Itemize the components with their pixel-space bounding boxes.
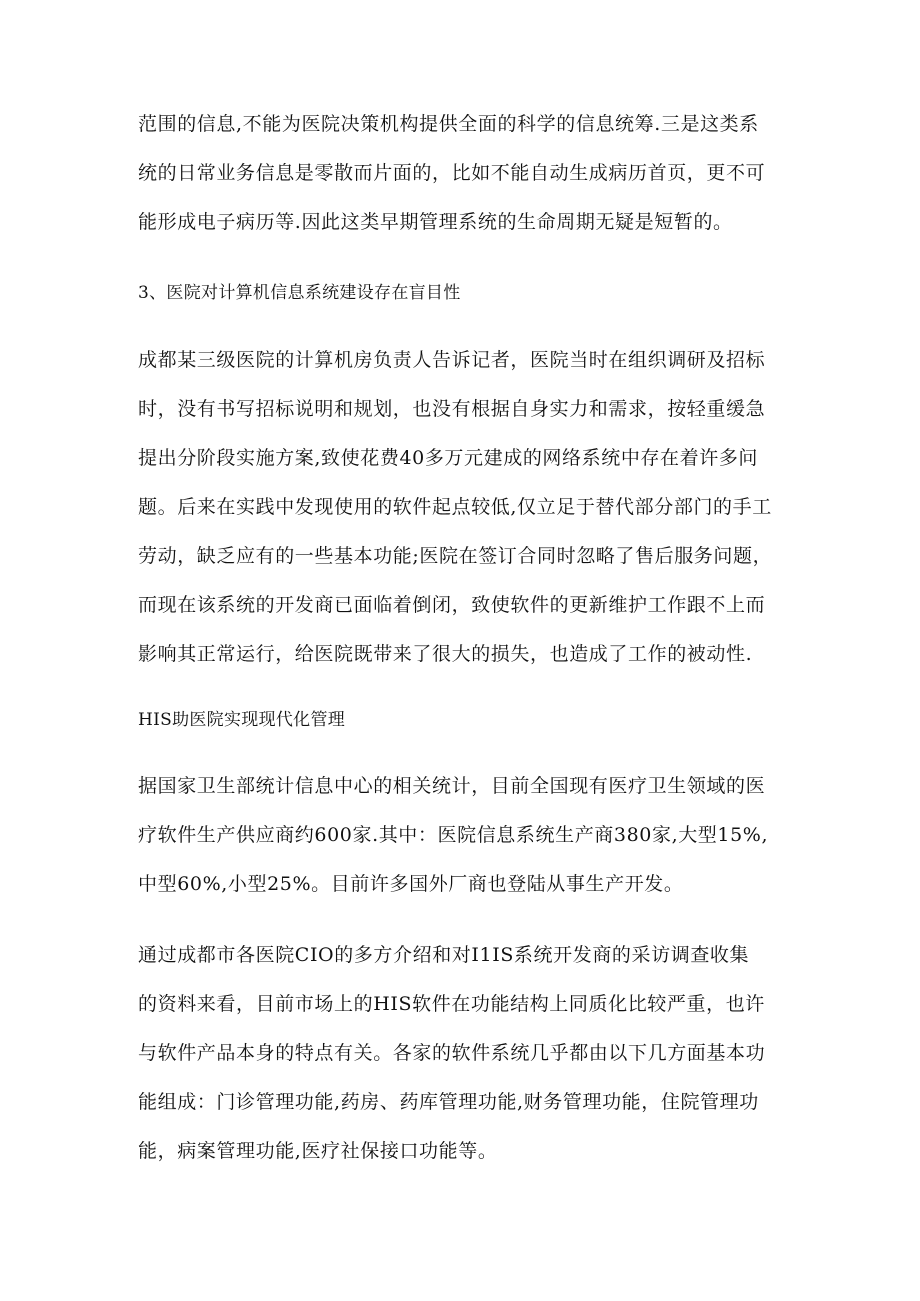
paragraph-line: 提出分阶段实施方案,致使花费40多万元建成的网络系统中存在着许多问 (138, 447, 759, 469)
paragraph-line: 而现在该系统的开发商已面临着倒闭，致使软件的更新维护工作跟不上而 (138, 594, 766, 616)
paragraph-line: 题。后来在实践中发现使用的软件起点较低,仅立足于替代部分部门的手工 (138, 496, 772, 518)
paragraph-line: 成都某三级医院的计算机房负责人告诉记者，医院当时在组织调研及招标 (138, 349, 766, 371)
paragraph-line: 能组成：门诊管理功能,药房、药库管理功能,财务管理功能，住院管理功 (138, 1091, 759, 1113)
section-heading: HIS助医院实现现代化管理 (138, 710, 346, 730)
paragraph-line: 劳动，缺乏应有的一些基本功能;医院在签订合同时忽略了售后服务问题， (138, 545, 773, 567)
paragraph-line: 通过成都市各医院CIO的多方介绍和对I1IS系统开发商的采访调查收集 (138, 944, 750, 966)
paragraph-line: 的资料来看，目前市场上的HIS软件在功能结构上同质化比较严重，也许 (138, 993, 765, 1015)
paragraph-line: 中型60%,小型25%。目前许多国外厂商也登陆从事生产开发。 (138, 873, 684, 895)
paragraph-line: 影响其正常运行，给医院既带来了很大的损失，也造成了工作的被动性. (138, 643, 753, 665)
paragraph-line: 能，病案管理功能,医疗社保接口功能等。 (138, 1140, 498, 1162)
paragraph-line: 统的日常业务信息是零散而片面的，比如不能自动生成病历首页，更不可 (138, 162, 766, 184)
paragraph-line: 疗软件生产供应商约600家.其中：医院信息系统生产商380家,大型15%, (138, 824, 769, 846)
paragraph-line: 范围的信息,不能为医院决策机构提供全面的科学的信息统筹.三是这类系 (138, 113, 759, 135)
paragraph-line: 能形成电子病历等.因此这类早期管理系统的生命周期无疑是短暂的。 (138, 211, 733, 233)
section-heading: 3、医院对计算机信息系统建设存在盲目性 (138, 283, 461, 303)
paragraph-line: 据国家卫生部统计信息中心的相关统计，目前全国现有医疗卫生领域的医 (138, 775, 766, 797)
paragraph-line: 时，没有书写招标说明和规划，也没有根据自身实力和需求，按轻重缓急 (138, 398, 766, 420)
paragraph-line: 与软件产品本身的特点有关。各家的软件系统几乎都由以下几方面基本功 (138, 1042, 766, 1064)
